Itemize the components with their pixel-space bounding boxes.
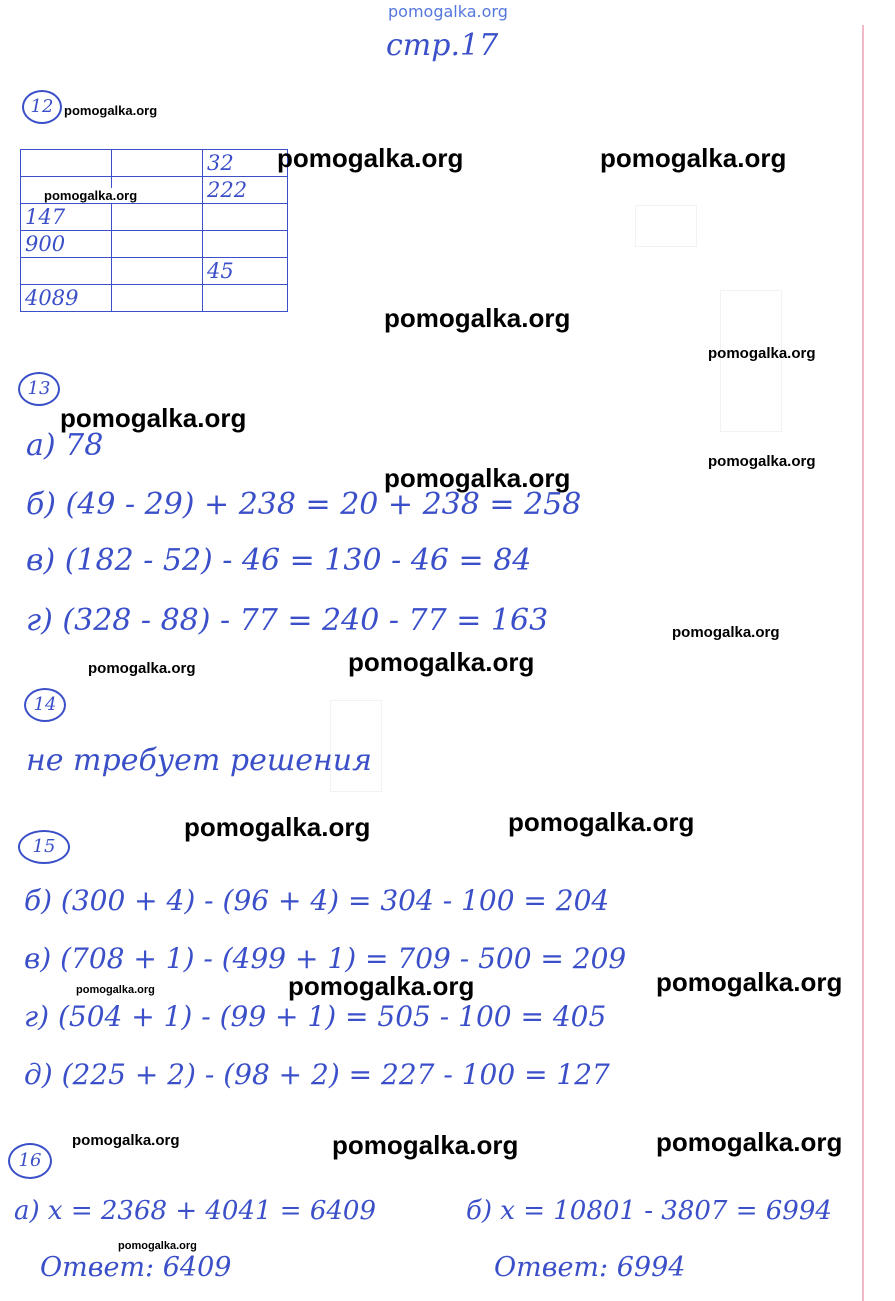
table-cell: 45 [203,258,288,285]
table-cell [203,204,288,231]
site-stamp: pomogalka.org [388,2,508,21]
task14-text: не требует решения [26,743,372,778]
task-number-13: 13 [18,372,60,406]
watermark: pomogalka.org [332,1130,519,1160]
task13-line-v: в) (182 - 52) - 46 = 130 - 46 = 84 [26,543,532,578]
watermark: pomogalka.org [384,463,571,493]
watermark: pomogalka.org [656,967,843,997]
margin-line [862,25,864,1301]
watermark: pomogalka.org [76,984,155,996]
task13-line-a: а) 78 [26,428,104,463]
task-number-15: 15 [18,830,70,864]
task16-a-answer: Ответ: 6409 [40,1252,232,1283]
table-row [21,204,288,231]
table-row [21,285,288,312]
watermark: pomogalka.org [672,624,780,641]
table-row [21,150,288,177]
watermark: pomogalka.org [708,453,816,470]
page-label: стр.17 [386,28,499,63]
table-cell [112,204,203,231]
task-number-16: 16 [8,1143,52,1179]
table-cell: 4089 [21,285,112,312]
watermark: pomogalka.org [44,188,138,203]
task-number-14: 14 [24,688,66,722]
task16-b-answer: Ответ: 6994 [494,1252,686,1283]
task13-line-b: б) (49 - 29) + 238 = 20 + 238 = 258 [26,487,582,522]
watermark: pomogalka.org [184,812,371,842]
task15-line-g: г) (504 + 1) - (99 + 1) = 505 - 100 = 405 [24,1000,607,1033]
watermark: pomogalka.org [348,647,535,677]
watermark: pomogalka.org [384,303,571,333]
table-cell [112,285,203,312]
table-cell [21,150,112,177]
task-number-12: 12 [22,90,62,124]
table-cell: 900 [21,231,112,258]
task15-line-d: д) (225 + 2) - (98 + 2) = 227 - 100 = 127 [24,1058,610,1091]
task16-b-equation: б) x = 10801 - 3807 = 6994 [466,1196,832,1226]
task16-a-equation: а) x = 2368 + 4041 = 6409 [14,1196,377,1226]
table-cell: 32 [203,150,288,177]
table-row [21,231,288,258]
watermark: pomogalka.org [60,403,247,433]
table-cell [112,150,203,177]
watermark: pomogalka.org [708,345,816,362]
faint-grid [635,205,697,247]
table-cell: 222 [203,177,288,204]
task12-table [20,149,288,312]
table-cell [112,231,203,258]
table-cell [203,231,288,258]
table-cell [21,258,112,285]
task15-line-v: в) (708 + 1) - (499 + 1) = 709 - 500 = 209 [24,942,627,975]
task13-line-g: г) (328 - 88) - 77 = 240 - 77 = 163 [26,603,549,638]
table-cell [203,285,288,312]
table-cell: 147 [21,204,112,231]
task15-line-b: б) (300 + 4) - (96 + 4) = 304 - 100 = 204 [24,884,610,917]
watermark: pomogalka.org [277,143,464,173]
watermark: pomogalka.org [64,103,158,118]
watermark: pomogalka.org [600,143,787,173]
watermark: pomogalka.org [288,971,475,1001]
watermark: pomogalka.org [508,807,695,837]
table-cell [112,258,203,285]
watermark: pomogalka.org [72,1132,180,1149]
table-row [21,258,288,285]
watermark: pomogalka.org [88,660,196,677]
watermark: pomogalka.org [656,1127,843,1157]
watermark: pomogalka.org [118,1240,197,1252]
